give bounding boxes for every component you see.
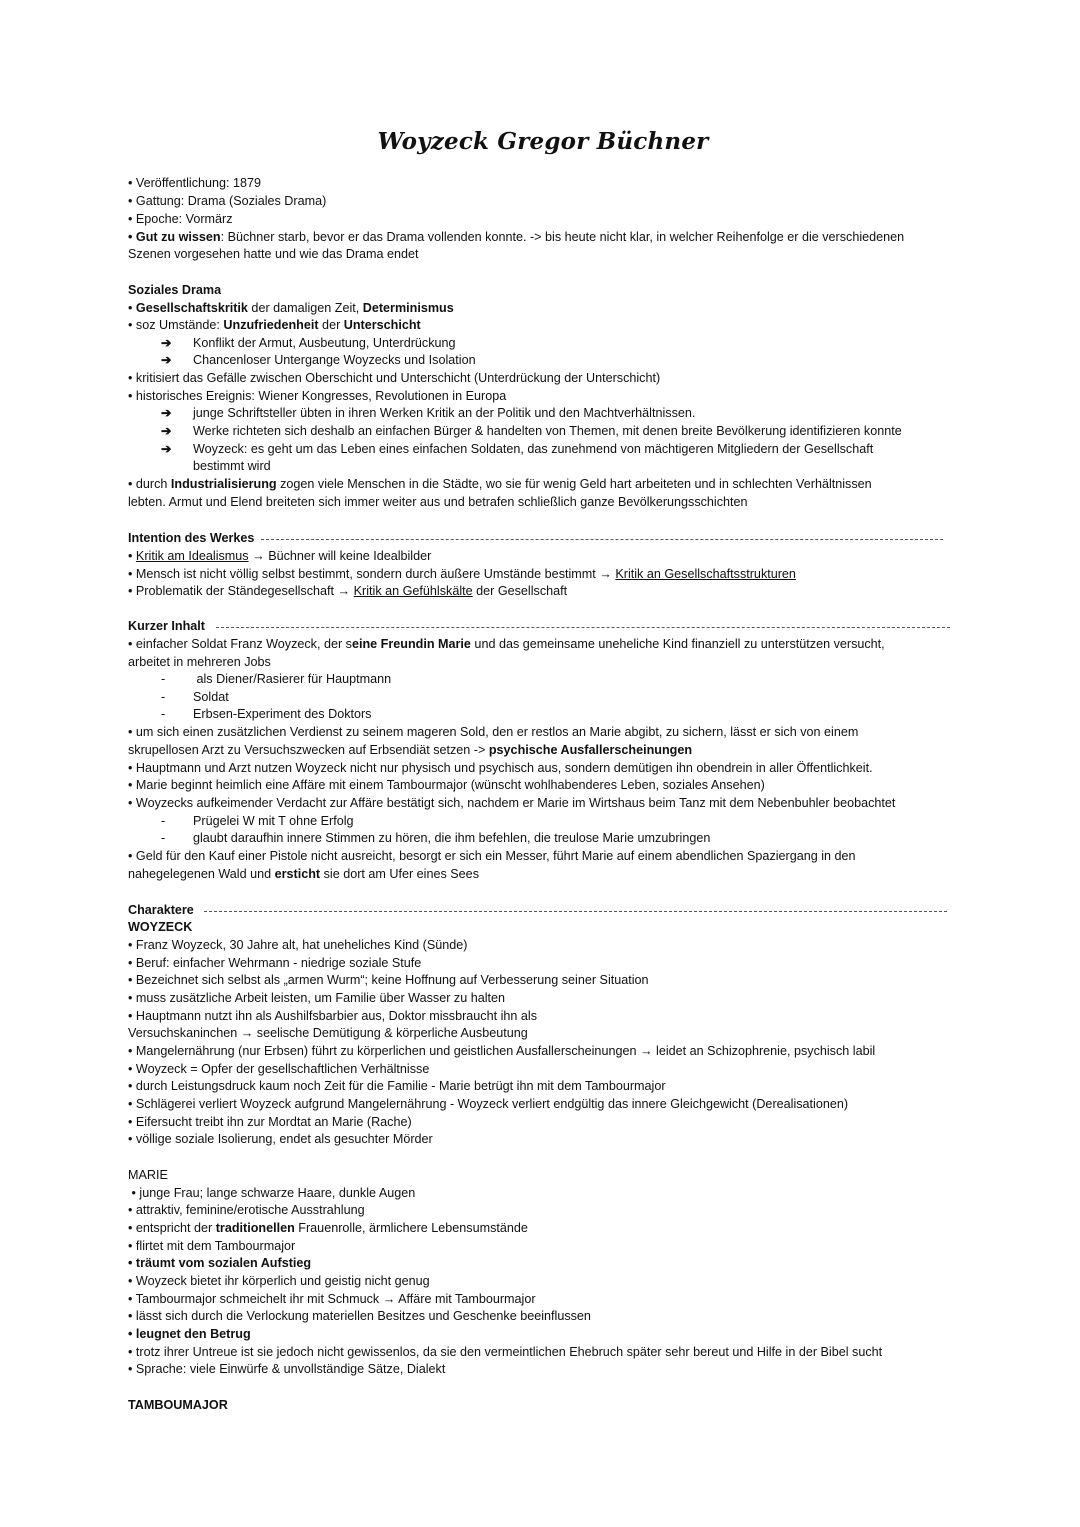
woyzeck-item: • Hauptmann nutzt ihn als Aushilfsbarbier aus, Doktor missbraucht ihn als [128,1009,538,1023]
woyzeck-item: • Franz Woyzeck, 30 Jahre alt, hat uneheliches Kind (Sünde) [128,938,468,952]
character-heading-tambourmajor: TAMBOUMAJOR [128,1398,228,1412]
soziales-arrow-item-2: ➔ Chancenloser Untergange Woyzecks und Isolation [161,353,476,367]
inhalt-item-2-cont: skrupellosen Arzt zu Versuchszwecken auf Erbsendiät setzen -> psychische Ausfallerscheinungen [128,743,693,757]
character-heading-marie: MARIE [128,1168,168,1182]
inhalt-item-5: • Woyzecks aufkeimender Verdacht zur Affäre bestätigt sich, nachdem er Marie im Wirtshaus beim Tanz mit dem Nebenbuhler beobachtet [128,796,896,810]
inhalt-item-4: • Marie beginnt heimlich eine Affäre mit einem Tambourmajor (wünscht wohlhabenderes Leben, soziales Ansehen) [128,778,765,792]
arrow-icon: ➔ [161,442,172,456]
woyzeck-item: Versuchskaninchen → seelische Demütigung & körperliche Ausbeutung [128,1026,528,1040]
inhalt-dash-item-1: - als Diener/Rasierer für Hauptmann [161,672,392,686]
document-title: Woyzeck Gregor Büchner [377,128,709,155]
soziales-arrow-item-4: ➔ Werke richteten sich deshalb an einfachen Bürger & handelten von Themen, mit denen breite Bevölkerung identifizieren konnte [161,424,902,438]
inhalt-item-1: • einfacher Soldat Franz Woyzeck, der seine Freundin Marie und das gemeinsame uneheliche Kind finanziell zu unterstützen versucht, [128,637,885,651]
marie-item: • Woyzeck bietet ihr körperlich und geistig nicht genug [128,1274,430,1288]
inhalt-dash-item-5: - glaubt daraufhin innere Stimmen zu hören, die ihm befehlen, die treulose Marie umzubringen [161,831,711,845]
intro-good-to-know [128,229,904,246]
intention-item-3: • Problematik der Ständegesellschaft → Kritik an Gefühlskälte der Gesellschaft [128,584,568,598]
section-heading-charaktere: Charaktere [128,903,194,917]
character-heading-woyzeck: WOYZECK [128,920,193,934]
marie-item: • lässt sich durch die Verlockung materiellen Besitzes und Geschenke beeinflussen [128,1309,591,1323]
soziales-item-1: • Gesellschaftskritik der damaligen Zeit, Determinismus [128,301,454,315]
marie-item: • flirtet mit dem Tambourmajor [128,1239,296,1253]
soziales-item-5-cont: lebten. Armut und Elend breiteten sich immer weiter aus und betrafen schließlich ganze Bevölkerungsschichten [128,495,748,509]
inhalt-dash-item-2: - Soldat [161,690,229,704]
soziales-item-4: • historisches Ereignis: Wiener Kongresses, Revolutionen in Europa [128,389,507,403]
inhalt-item-1-cont: arbeitet in mehreren Jobs [128,655,271,669]
inhalt-item-2: • um sich einen zusätzlichen Verdienst zu seinem mageren Sold, den er restlos an Marie abgibt, zu sichern, lässt er sich von einem [128,725,859,739]
marie-item: • leugnet den Betrug [128,1327,251,1341]
woyzeck-item: • muss zusätzliche Arbeit leisten, um Familie über Wasser zu halten [128,991,506,1005]
soziales-arrow-item-5: ➔ Woyzeck: es geht um das Leben eines einfachen Soldaten, das zunehmend von mächtigeren Mitgliedern der Gesellschaft [161,442,874,456]
section-divider [216,627,950,628]
woyzeck-item: • durch Leistungsdruck kaum noch Zeit für die Familie - Marie betrügt ihn mit dem Tambourmajor [128,1079,666,1093]
inhalt-dash-item-4: - Prügelei W mit T ohne Erfolg [161,814,354,828]
section-divider [204,911,947,912]
soziales-item-5: • durch Industrialisierung zogen viele Menschen in die Städte, wo sie für wenig Geld hart arbeiteten und in schlechten Verhältnissen [128,477,872,491]
section-heading-intention: Intention des Werkes [128,531,255,545]
marie-item: • Sprache: viele Einwürfe & unvollständige Sätze, Dialekt [128,1362,446,1376]
soziales-arrow-item-3: ➔ junge Schriftsteller übten in ihren Werken Kritik an der Politik und den Machtverhältnissen. [161,406,696,420]
marie-item: • Tambourmajor schmeichelt ihr mit Schmuck → Affäre mit Tambourmajor [128,1292,536,1306]
section-heading-kurzer-inhalt: Kurzer Inhalt [128,619,205,633]
section-heading-soziales-drama: Soziales Drama [128,283,222,297]
section-divider [261,539,943,540]
arrow-icon: ➔ [161,406,172,420]
soziales-arrow-item-5-cont: bestimmt wird [193,459,271,473]
woyzeck-item: • Beruf: einfacher Wehrmann - niedrige soziale Stufe [128,956,422,970]
soziales-arrow-item-1: ➔ Konflikt der Armut, Ausbeutung, Unterdrückung [161,336,456,350]
marie-item: • entspricht der traditionellen Frauenrolle, ärmlichere Lebensumstände [128,1221,528,1235]
good-to-know-text: : Büchner starb, bevor er das Drama vollenden konnte. -> bis heute nicht klar, in welcher Reihenfolge er die verschiedenen [220,230,905,244]
intro-epoch: • Epoche: Vormärz [128,212,233,226]
marie-item: • träumt vom sozialen Aufstieg [128,1256,312,1270]
arrow-icon: ➔ [161,336,172,350]
inhalt-item-6-cont: nahegelegenen Wald und ersticht sie dort am Ufer eines Sees [128,867,479,881]
woyzeck-item: • Woyzeck = Opfer der gesellschaftlichen Verhältnisse [128,1062,430,1076]
woyzeck-item: • Eifersucht treibt ihn zur Mordtat an Marie (Rache) [128,1115,412,1129]
woyzeck-item: • Bezeichnet sich selbst als „armen Wurm“; keine Hoffnung auf Verbesserung seiner Situation [128,973,649,987]
marie-item: • attraktiv, feminine/erotische Ausstrahlung [128,1203,365,1217]
soziales-item-2: • soz Umstände: Unzufriedenheit der Unterschicht [128,318,421,332]
soziales-item-3: • kritisiert das Gefälle zwischen Oberschicht und Unterschicht (Unterdrückung der Unterschicht) [128,371,661,385]
inhalt-item-3: • Hauptmann und Arzt nutzen Woyzeck nicht nur physisch und psychisch aus, sondern demütigen ihn obendrein in aller Öffentlichkeit. [128,761,873,775]
arrow-icon: ➔ [161,353,172,367]
marie-item: • trotz ihrer Untreue ist sie jedoch nicht gewissenlos, da sie den vermeintlichen Ehebruch später sehr bereut und Hilfe in der Bibel sucht [128,1345,883,1359]
woyzeck-item: • Schlägerei verliert Woyzeck aufgrund Mangelernährung - Woyzeck verliert endgültig das innere Gleichgewicht (Derealisationen) [128,1097,849,1111]
intro-publication: • Veröffentlichung: 1879 [128,176,262,190]
intro-genre: • Gattung: Drama (Soziales Drama) [128,194,327,208]
good-to-know-label: • Gut zu wissen [128,230,221,244]
woyzeck-item: • völlige soziale Isolierung, endet als gesuchter Mörder [128,1132,433,1146]
marie-item: • junge Frau; lange schwarze Haare, dunkle Augen [128,1186,416,1200]
woyzeck-item: • Mangelernährung (nur Erbsen) führt zu körperlichen und geistlichen Ausfallerscheinungen → leidet an Schizophrenie, psychisch labil [128,1044,876,1058]
intention-item-1: • Kritik am Idealismus → Büchner will keine Idealbilder [128,549,432,563]
inhalt-dash-item-3: - Erbsen-Experiment des Doktors [161,707,372,721]
arrow-icon: ➔ [161,424,172,438]
intro-good-to-know-cont: Szenen vorgesehen hatte und wie das Drama endet [128,247,419,261]
inhalt-item-6: • Geld für den Kauf einer Pistole nicht ausreicht, besorgt er sich ein Messer, führt Marie auf einem abendlichen Spaziergang in den [128,849,856,863]
intention-item-2: • Mensch ist nicht völlig selbst bestimmt, sondern durch äußere Umstände bestimmt → Kritik an Gesellschaftsstrukturen [128,567,796,581]
